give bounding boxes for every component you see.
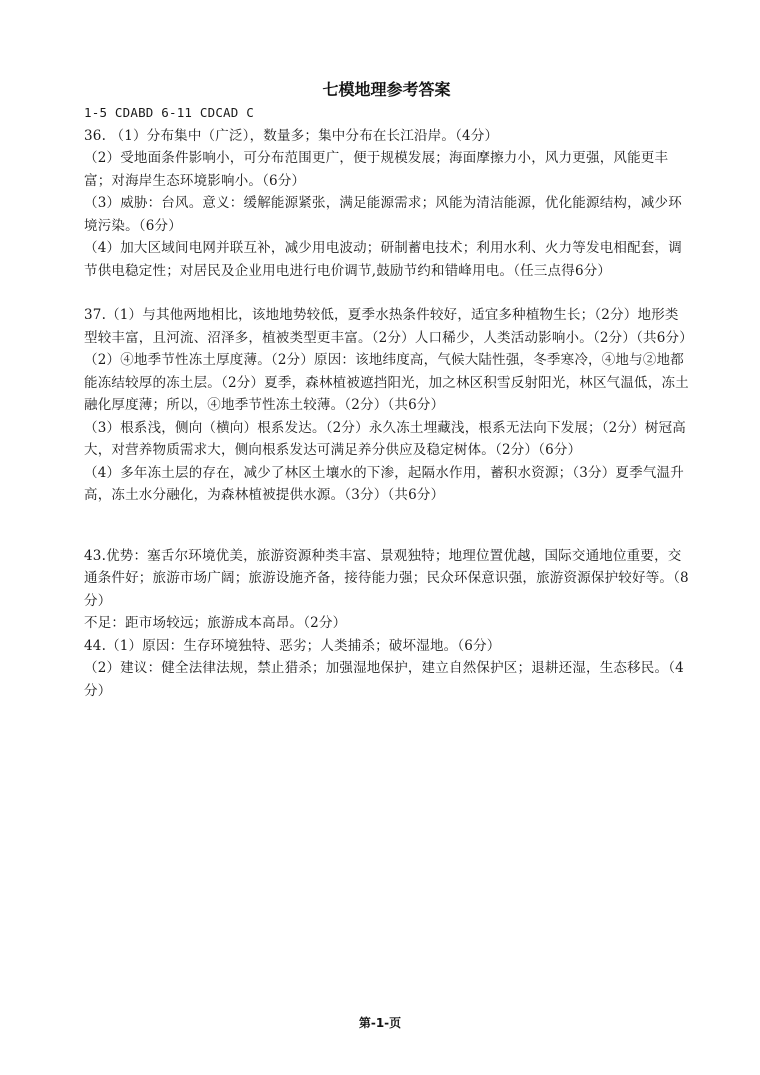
question-37-block [84, 304, 693, 507]
q37-part-1: 37.（1）与其他两地相比，该地地势较低，夏季水热条件较好，适宜多种植物生长；（2分）地形类型较丰富，且河流、沼泽多，植被类型更丰富。（2分）人口稀少，人类活动影响小。（2分）（共6分） [84, 307, 693, 346]
page-title: 七模地理参考答案 [322, 80, 451, 99]
q44-part-1: 44.（1）原因：生存环境独特、恶劣；人类捕杀；破坏湿地。（6分） [84, 637, 501, 654]
question-44-block [84, 635, 689, 703]
q43-advantages: 43.优势：塞舌尔环境优美，旅游资源种类丰富、景观独特；地理位置优越，国际交通地位重要，交通条件好；旅游市场广阔；旅游设施齐备，接待能力强；民众环保意识强，旅游资源保护较好等。（8分） [84, 547, 689, 609]
q36-part-2: （2）受地面条件影响小，可分布范围更广，便于规模发展；海面摩擦力小，风力更强，风能更丰富；对海岸生态环境影响小。（6分） [84, 150, 669, 189]
q36-part-1: 36. （1）分布集中（广泛），数量多；集中分布在长江沿岸。（4分） [84, 127, 499, 144]
page-number: 第-1-页 [358, 1016, 402, 1030]
question-43-block [84, 545, 689, 635]
q37-part-2: （2）④地季节性冻土厚度薄。（2分）原因：该地纬度高，气候大陆性强，冬季寒冷，④地与②地都能冻结较厚的冻土层。（2分）夏季，森林植被遮挡阳光，加之林区积雪反射阳光，林区气温低，冻土融化厚度薄；所以，④地季节性冻土较薄。（2分）（共6分） [84, 352, 689, 413]
q44-part-2: （2）建议：健全法律法规，禁止猎杀；加强湿地保护，建立自然保护区；退耕还湿，生态移民。（4分） [84, 660, 684, 699]
spacer [84, 507, 689, 545]
q36-part-3: （3）威胁：台风。意义：缓解能源紧张，满足能源需求；风能为清洁能源，优化能源结构，减少环境污染。（6分） [84, 195, 682, 234]
spacer [84, 282, 689, 304]
q37-part-3: （3）根系浅，侧向（横向）根系发达。（2分）永久冻土埋藏浅，根系无法向下发展；（2分）树冠高大，对营养物质需求大，侧向根系发达可满足养分供应及稳定树体。（2分）（6分） [84, 419, 686, 458]
q36-part-4: （4）加大区域间电网并联互补，减少用电波动；研制蓄电技术；利用水利、火力等发电相配套，调节供电稳定性；对居民及企业用电进行电价调节,鼓励节约和错峰用电。（任三点得6分） [84, 240, 682, 279]
answer-content [84, 80, 693, 702]
question-36-block [84, 125, 689, 283]
q43-disadvantages: 不足：距市场较远；旅游成本高昂。（2分） [84, 615, 347, 631]
choice-answers: 1-5 CDABD 6-11 CDCAD C [84, 105, 254, 120]
q37-part-4: （4）多年冻土层的存在，减少了林区土壤水的下渗，起隔水作用，蓄积水资源；（3分）夏季气温升高，冻土水分融化，为森林植被提供水源。（3分）（共6分） [84, 464, 684, 503]
